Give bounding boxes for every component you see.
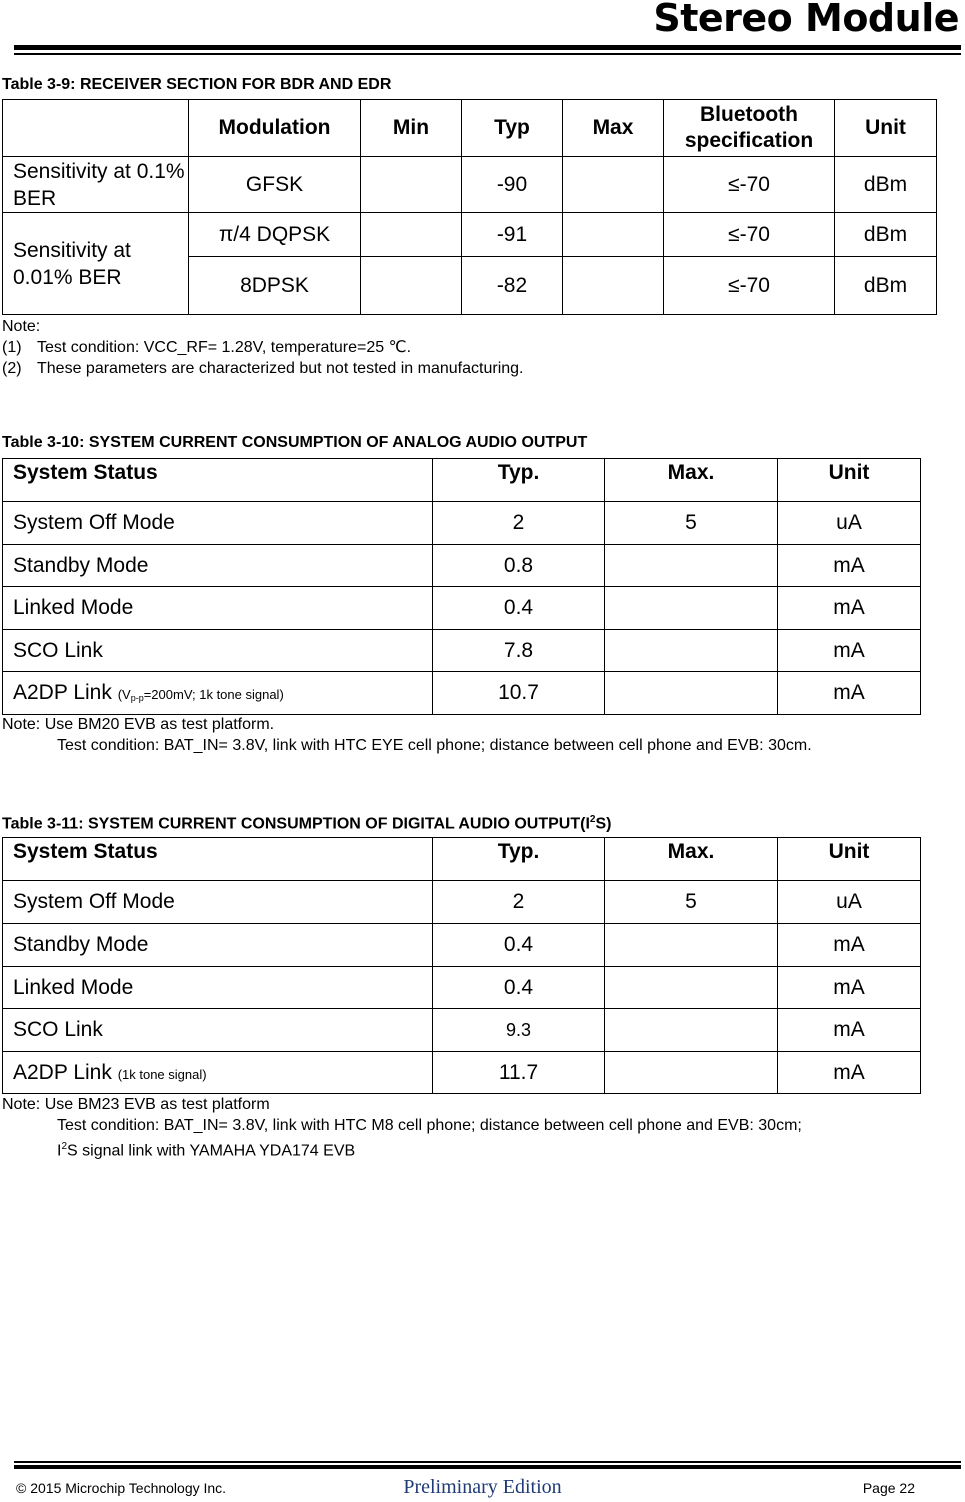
table-header-row <box>3 459 921 502</box>
test-condition: ($V_{p-p}=200mV$; 1k tone signal) <box>117 687 284 703</box>
cell-typ: 2 <box>433 502 605 545</box>
cell-unit: mA <box>778 587 921 630</box>
table-row <box>3 502 921 545</box>
cell-min <box>361 213 462 257</box>
cell-unit: mA <box>778 967 921 1009</box>
header-cell: Unit <box>835 100 937 157</box>
table-header-row <box>3 100 937 157</box>
footer-rule-thick <box>14 1465 961 1469</box>
table-row <box>3 1052 921 1094</box>
cell-unit: mA <box>778 672 921 715</box>
cell-unit: dBm <box>835 213 937 257</box>
header-cell: Modulation <box>189 100 361 157</box>
cell-typ: 0.8 <box>433 545 605 587</box>
note-line: Note: Use BM20 EVB as test platform. <box>2 716 275 733</box>
note-text: Test condition: VCC_RF= 1.28V, temperature=25 ℃. <box>37 339 412 356</box>
note-item <box>2 358 523 379</box>
table-3-11-notes <box>2 1094 802 1161</box>
cell-max <box>605 1009 778 1052</box>
table-row <box>3 1009 921 1052</box>
cell-min <box>361 257 462 315</box>
header-cell: Typ <box>462 100 563 157</box>
table-3-11-caption: Table 3-11: SYSTEM CURRENT CONSUMPTION OF DIGITAL AUDIO $OUTPUT(I^2S)$ <box>2 814 612 833</box>
row-label: Sensitivity at 0.01% BER <box>3 213 189 315</box>
cell-unit: uA <box>778 881 921 924</box>
table-row <box>3 587 921 630</box>
row-label: Sensitivity at 0.1% BER <box>3 157 189 213</box>
table-3-10-caption: Table 3-10: SYSTEM CURRENT CONSUMPTION OF ANALOG AUDIO OUTPUT <box>2 434 588 451</box>
header-cell: System Status <box>3 459 433 502</box>
cell-typ: 0.4 <box>433 967 605 1009</box>
cell-status: System Off Mode <box>3 881 433 924</box>
document-title: Stereo Module <box>653 0 959 40</box>
cell-status: Linked Mode <box>3 967 433 1009</box>
header-rule-thin <box>14 53 961 55</box>
header-cell: Typ. <box>433 459 605 502</box>
note-line: Test condition: BAT_IN= 3.8V, link with HTC EYE cell phone; distance between cell phone and EVB: 30cm. <box>57 737 812 754</box>
cell-unit: mA <box>778 1009 921 1052</box>
cell-typ: -82 <box>462 257 563 315</box>
header-cell: Unit <box>778 838 921 881</box>
cell-unit: mA <box>778 630 921 672</box>
footer-page-number: Page 22 <box>862 1480 915 1496</box>
cell-status: System Off Mode <box>3 502 433 545</box>
cell-max <box>605 630 778 672</box>
table-row <box>3 213 937 257</box>
cell-max <box>563 257 664 315</box>
table-row <box>3 924 921 967</box>
cell-spec: ≤-70 <box>664 257 835 315</box>
cell-unit: dBm <box>835 157 937 213</box>
cell-min <box>361 157 462 213</box>
footer-rule-thin <box>14 1461 961 1463</box>
header-cell: Max. <box>605 459 778 502</box>
note-number: (2) <box>2 360 22 377</box>
cell-modulation: π/4 DQPSK <box>189 213 361 257</box>
header-rule-thick <box>14 45 961 50</box>
cell-max <box>563 213 664 257</box>
cell-unit: dBm <box>835 257 937 315</box>
table-row <box>3 545 921 587</box>
cell-unit: mA <box>778 1052 921 1094</box>
note-line: Note: Use BM23 EVB as test platform <box>2 1096 270 1113</box>
header-cell <box>3 100 189 157</box>
table-3-9-caption: Table 3-9: RECEIVER SECTION FOR BDR AND EDR <box>2 76 392 93</box>
cell-typ: -90 <box>462 157 563 213</box>
cell-typ: 11.7 <box>433 1052 605 1094</box>
cell-unit: mA <box>778 545 921 587</box>
cell-max <box>605 587 778 630</box>
cell-status: SCO Link <box>3 630 433 672</box>
cell-spec: ≤-70 <box>664 213 835 257</box>
cell-typ: 2 <box>433 881 605 924</box>
cell-max <box>605 545 778 587</box>
note-number: (1) <box>2 339 22 356</box>
note-line: Test condition: BAT_IN= 3.8V, link with HTC M8 cell phone; distance between cell phone and EVB: 30cm; <box>57 1117 802 1134</box>
note-item <box>2 337 523 358</box>
cell-typ: 10.7 <box>433 672 605 715</box>
test-condition: (1k tone signal) <box>117 1066 207 1082</box>
status-label: A2DP Link <box>13 1060 112 1084</box>
note-line: $I^2S$ signal link with YAMAHA YDA174 EVB <box>57 1141 356 1160</box>
table-digital-current <box>2 837 921 1094</box>
table-analog-current <box>2 458 921 715</box>
cell-typ: 0.4 <box>433 924 605 967</box>
cell-max <box>605 1052 778 1094</box>
cell-unit: uA <box>778 502 921 545</box>
header-cell: Typ. <box>433 838 605 881</box>
note-text: These parameters are characterized but not tested in manufacturing. <box>37 360 524 377</box>
cell-status: SCO Link <box>3 1009 433 1052</box>
table-row <box>3 881 921 924</box>
cell-max: 5 <box>605 881 778 924</box>
status-label: A2DP Link <box>13 681 112 704</box>
cell-typ: 7.8 <box>433 630 605 672</box>
cell-status: Standby Mode <box>3 924 433 967</box>
cell-typ: -91 <box>462 213 563 257</box>
header-cell: Bluetooth specification <box>664 100 835 157</box>
cell-status: Linked Mode <box>3 587 433 630</box>
cell-max <box>563 157 664 213</box>
cell-typ: 0.4 <box>433 587 605 630</box>
header-cell: System Status <box>3 838 433 881</box>
cell-modulation: GFSK <box>189 157 361 213</box>
cell-unit: mA <box>778 924 921 967</box>
table-row <box>3 157 937 213</box>
cell-max <box>605 672 778 715</box>
header-cell: Min <box>361 100 462 157</box>
cell-spec: ≤-70 <box>664 157 835 213</box>
cell-status: Standby Mode <box>3 545 433 587</box>
note-title: Note: <box>2 318 41 335</box>
table-header-row <box>3 838 921 881</box>
table-row <box>3 672 921 715</box>
cell-max <box>605 967 778 1009</box>
header-cell: Max <box>563 100 664 157</box>
table-3-9-notes <box>2 316 523 379</box>
cell-modulation: 8DPSK <box>189 257 361 315</box>
table-receiver-section <box>2 99 937 315</box>
table-row <box>3 630 921 672</box>
table-3-10-notes <box>2 714 812 756</box>
cell-max <box>605 924 778 967</box>
footer-copyright: © 2015 Microchip Technology Inc. <box>16 1480 227 1496</box>
header-cell: Max. <box>605 838 778 881</box>
header-cell: Unit <box>778 459 921 502</box>
cell-typ: 9.3 <box>433 1009 605 1052</box>
cell-status <box>3 672 433 715</box>
cell-max: 5 <box>605 502 778 545</box>
footer-edition: Preliminary Edition <box>403 1476 562 1498</box>
table-row <box>3 967 921 1009</box>
cell-status <box>3 1052 433 1094</box>
